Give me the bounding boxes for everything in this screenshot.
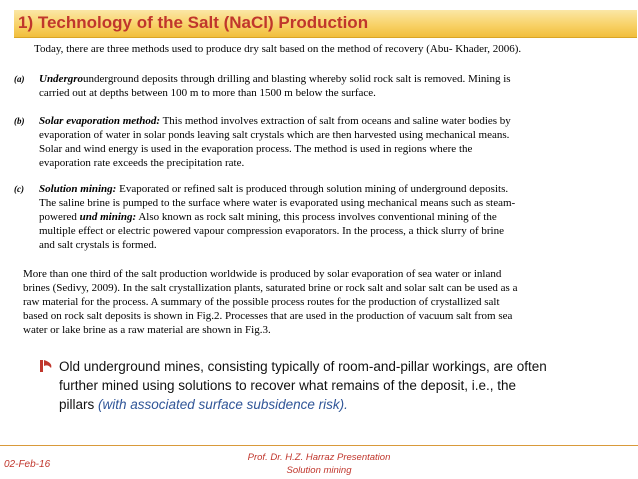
item-line: Solar and wind energy is used in the evaporation process. The method is used in regions where the	[39, 143, 473, 155]
paragraph-line: raw material for the process. A summary of the possible process routes for the production of crystallized salt	[23, 296, 500, 308]
item-label: (c)	[14, 184, 24, 194]
item-line: Also known as rock salt mining, this process involves conventional mining of the	[136, 211, 497, 223]
item-text	[39, 114, 599, 170]
footer-info	[200, 451, 438, 477]
item-text	[39, 72, 599, 100]
bullet-text	[59, 357, 619, 414]
footer-subject: Solution mining	[286, 465, 352, 476]
item-line: Evaporated or refined salt is produced through solution mining of underground deposits.	[116, 183, 509, 195]
item-line: The saline brine is pumped to the surface where water is evaporated using mechanical means such as steam-	[39, 197, 516, 209]
bullet-marker-icon	[40, 358, 54, 374]
item-line: and salt crystals is formed.	[39, 239, 157, 251]
item-line: evaporation rate exceeds the precipitation rate.	[39, 157, 245, 169]
item-line: powered	[39, 211, 80, 223]
paragraph-line: based on rock salt deposits is shown in Fig.2. Processes that are used in the production of vacuum salt from sea	[23, 310, 513, 322]
item-lead: Undergro	[39, 73, 84, 85]
intro-text: Today, there are three methods used to produce dry salt based on the method of recovery (Abu- Khader, 2006).	[34, 43, 522, 55]
paragraph-line: More than one third of the salt production worldwide is produced by solar evaporation of sea water or inland	[23, 268, 502, 280]
footer-date: 02-Feb-16	[4, 459, 51, 470]
footer-author: Prof. Dr. H.Z. Harraz Presentation	[247, 452, 391, 463]
bullet-line: Old underground mines, consisting typically of room-and-pillar workings, are often	[59, 359, 547, 374]
item-line: carried out at depths between 100 m to more than 1500 m below the surface.	[39, 87, 376, 99]
paragraph-line: brines (Sedivy, 2009). In the salt crystallization plants, saturated brine or rock salt and solar salt can be used as a	[23, 282, 518, 294]
item-text	[39, 182, 599, 252]
item-label: (a)	[14, 74, 25, 84]
footer-divider	[0, 445, 638, 446]
title-bar	[14, 10, 637, 38]
item-lead: Solar evaporation method:	[39, 115, 161, 127]
item-line: multiple effect or electric powered vapour compression evaporators. In the process, a thick slurry of brine	[39, 225, 504, 237]
item-line: underground deposits through drilling and blasting whereby solid rock salt is removed. Mining is	[83, 73, 511, 85]
bullet-line: further mined using solutions to recover what remains of the deposit, i.e., the	[59, 378, 516, 393]
summary-paragraph	[23, 267, 603, 337]
slide-title: 1) Technology of the Salt (NaCl) Production	[18, 13, 369, 32]
item-line: evaporation of water in solar ponds leaving salt crystals which are then harvested using mechanical means.	[39, 129, 510, 141]
item-lead: Solution mining:	[39, 183, 117, 195]
item-label: (b)	[14, 116, 25, 126]
bullet-highlight: (with associated surface subsidence risk).	[98, 397, 348, 412]
paragraph-line: water or lake brine as a raw material are shown in Fig.3.	[23, 324, 271, 336]
bullet-line: pillars	[59, 397, 99, 412]
item-inline-bold: und mining:	[79, 211, 137, 223]
item-line: This method involves extraction of salt from oceans and saline water bodies by	[160, 115, 511, 127]
